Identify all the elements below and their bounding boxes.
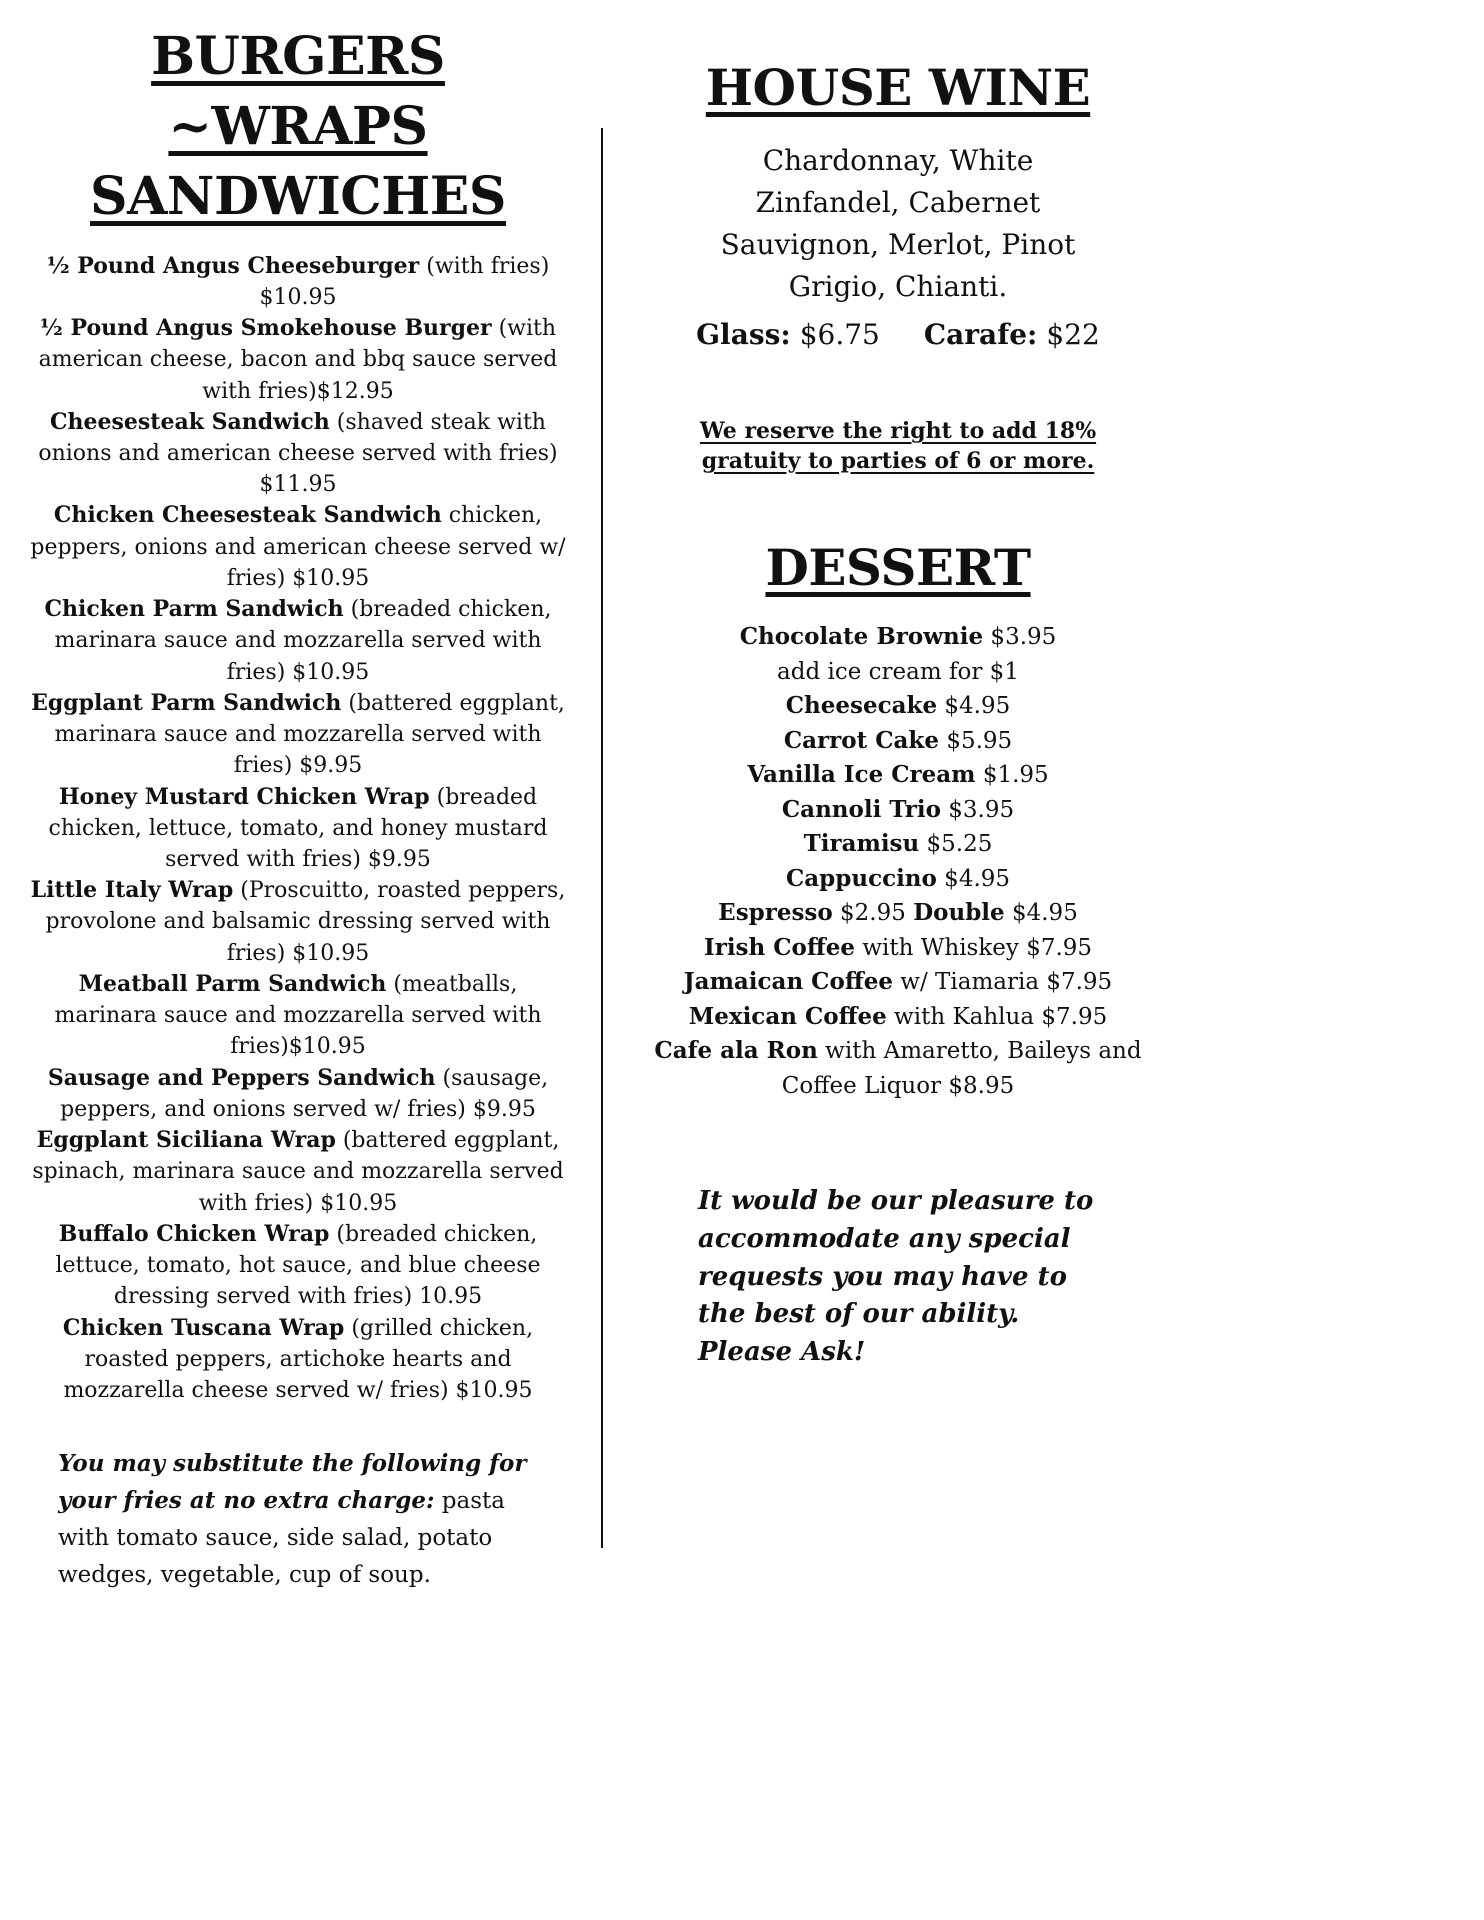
gratuity-note: We reserve the right to add 18% gratuity to parties of 6 or more. bbox=[699, 418, 1097, 474]
item-desc: (with fries) $10.95 bbox=[259, 253, 550, 310]
item-desc: (breaded chicken, lettuce, tomato, and honey mustard served with fries) $9.95 bbox=[48, 784, 548, 873]
dessert-item bbox=[648, 862, 1148, 897]
title-line-1: BURGERS ~WRAPS bbox=[151, 26, 445, 158]
item-desc: (shaved steak with onions and american cheese served with fries) $11.95 bbox=[38, 409, 558, 498]
dessert-item-list bbox=[648, 620, 1148, 1103]
item-name: Cannoli Trio bbox=[781, 795, 941, 823]
item-desc: add ice cream for $1 bbox=[777, 658, 1019, 685]
menu-item bbox=[28, 1063, 568, 1125]
dessert-item bbox=[648, 793, 1148, 828]
item-name: Cheesecake bbox=[785, 692, 938, 720]
column-divider bbox=[601, 128, 603, 1548]
item-name: ½ Pound Angus Cheeseburger bbox=[46, 252, 420, 279]
dessert-item bbox=[648, 620, 1148, 655]
dessert-item bbox=[648, 965, 1148, 1000]
item-desc: (meatballs, marinara sauce and mozzarella served with fries)$10.95 bbox=[54, 971, 542, 1060]
item-name: Chicken Tuscana Wrap bbox=[62, 1314, 345, 1341]
menu-item bbox=[28, 1313, 568, 1407]
item-name: Espresso bbox=[718, 899, 833, 927]
item-desc: $1.95 bbox=[975, 762, 1049, 789]
item-desc: (sausage, peppers, and onions served w/ fries) $9.95 bbox=[60, 1065, 549, 1122]
item-desc: $5.95 bbox=[939, 727, 1013, 754]
wine-prices bbox=[648, 318, 1148, 351]
closing-note: It would be our pleasure to accommodate any special requests you may have to the best of our ability. Please Ask! bbox=[698, 1186, 1094, 1368]
item-name-2: Double bbox=[913, 899, 1005, 927]
substitution-note bbox=[58, 1446, 548, 1593]
item-desc: (Proscuitto, roasted peppers, provolone and balsamic dressing served with fries) $10.95 bbox=[45, 878, 566, 966]
item-name: Vanilla Ice Cream bbox=[747, 761, 976, 789]
item-name: Honey Mustard Chicken Wrap bbox=[58, 783, 430, 810]
item-desc: $3.95 bbox=[983, 624, 1057, 651]
menu-item bbox=[28, 1219, 568, 1313]
item-desc: with Whiskey $7.95 bbox=[855, 934, 1093, 961]
menu-item bbox=[28, 782, 568, 876]
item-name: Cappuccino bbox=[785, 864, 937, 892]
item-name: Jamaican Coffee bbox=[683, 968, 893, 996]
item-desc: (with american cheese, bacon and bbq sauce served with fries)$12.95 bbox=[38, 316, 558, 404]
item-desc: (battered eggplant, marinara sauce and mozzarella served with fries) $9.95 bbox=[54, 690, 565, 779]
item-desc: (grilled chicken, roasted peppers, artichoke hearts and mozzarella cheese served w/ fries) $10.95 bbox=[63, 1315, 534, 1403]
dessert-item bbox=[648, 1000, 1148, 1035]
item-name: Tiramisu bbox=[803, 830, 920, 858]
item-name: Chicken Cheesesteak Sandwich bbox=[53, 502, 442, 529]
menu-item bbox=[28, 594, 568, 688]
item-name: Chicken Parm Sandwich bbox=[44, 596, 344, 623]
glass-price: $6.75 bbox=[799, 318, 880, 351]
section-title-burgers-wraps-sandwiches bbox=[28, 22, 568, 233]
item-desc: $3.95 bbox=[940, 796, 1015, 823]
menu-item bbox=[28, 500, 568, 594]
carafe-label: Carafe: bbox=[923, 318, 1038, 351]
dessert-item bbox=[648, 1034, 1148, 1103]
dessert-item bbox=[648, 689, 1148, 724]
item-name: Carrot Cake bbox=[783, 726, 940, 754]
dessert-item bbox=[648, 896, 1148, 931]
item-name: Chocolate Brownie bbox=[739, 623, 984, 651]
item-desc: chicken, peppers, onions and american cheese served w/ fries) $10.95 bbox=[30, 503, 566, 591]
right-column bbox=[648, 58, 1148, 1372]
section-title-dessert: DESSERT bbox=[765, 538, 1031, 598]
item-name: Meatball Parm Sandwich bbox=[78, 970, 387, 997]
burgers-wraps-sandwiches-section bbox=[28, 22, 568, 1593]
item-desc: $5.25 bbox=[919, 831, 993, 858]
item-name: Buffalo Chicken Wrap bbox=[58, 1220, 330, 1247]
section-title-house-wine: HOUSE WINE bbox=[705, 58, 1091, 117]
glass-label: Glass: bbox=[696, 318, 791, 351]
item-desc: (battered eggplant, spinach, marinara sauce and mozzarella served with fries) $10.95 bbox=[32, 1128, 564, 1216]
dessert-item bbox=[648, 931, 1148, 966]
item-desc: w/ Tiamaria $7.95 bbox=[892, 969, 1113, 996]
menu-item bbox=[28, 688, 568, 782]
dessert-item bbox=[648, 758, 1148, 793]
item-name: ½ Pound Angus Smokehouse Burger bbox=[39, 315, 492, 342]
substitution-note-rest: pasta with tomato sauce, side salad, potato wedges, vegetable, cup of soup. bbox=[58, 1488, 505, 1588]
item-name: Sausage and Peppers Sandwich bbox=[47, 1064, 436, 1091]
item-desc-2: $4.95 bbox=[1004, 900, 1078, 927]
substitution-note-lead: You may substitute the following for your fries at no extra charge: bbox=[58, 1450, 527, 1515]
menu-item bbox=[28, 969, 568, 1063]
item-desc: with Amaretto, Baileys and Coffee Liquor $8.95 bbox=[781, 1038, 1142, 1099]
wine-varieties: Chardonnay, White Zinfandel, Cabernet Sauvignon, Merlot, Pinot Grigio, Chianti. bbox=[720, 144, 1076, 303]
item-desc: $4.95 bbox=[936, 865, 1011, 892]
item-name: Little Italy Wrap bbox=[30, 877, 234, 904]
dessert-item bbox=[648, 655, 1148, 690]
item-name: Mexican Coffee bbox=[688, 1002, 887, 1030]
menu-item bbox=[28, 251, 568, 313]
item-name: Eggplant Siciliana Wrap bbox=[36, 1127, 336, 1154]
dessert-item bbox=[648, 724, 1148, 759]
item-name: Eggplant Parm Sandwich bbox=[31, 689, 342, 716]
menu-item bbox=[28, 313, 568, 407]
dessert-item bbox=[648, 827, 1148, 862]
item-desc: (breaded chicken, lettuce, tomato, hot sauce, and blue cheese dressing served with fries) 10.95 bbox=[55, 1221, 541, 1310]
menu-item-list bbox=[28, 251, 568, 1407]
menu-item bbox=[28, 1125, 568, 1219]
item-name: Cafe ala Ron bbox=[654, 1037, 818, 1065]
carafe-price: $22 bbox=[1046, 318, 1100, 351]
title-line-2: SANDWICHES bbox=[90, 166, 506, 228]
menu-item bbox=[28, 407, 568, 501]
item-desc: with Kahlua $7.95 bbox=[886, 1003, 1108, 1030]
item-desc: $2.95 bbox=[832, 900, 914, 927]
item-name: Cheesesteak Sandwich bbox=[50, 408, 330, 435]
item-desc: (breaded chicken, marinara sauce and mozzarella served with fries) $10.95 bbox=[54, 597, 552, 685]
item-name: Irish Coffee bbox=[703, 933, 856, 961]
menu-item bbox=[28, 875, 568, 969]
item-desc: $4.95 bbox=[937, 693, 1011, 720]
